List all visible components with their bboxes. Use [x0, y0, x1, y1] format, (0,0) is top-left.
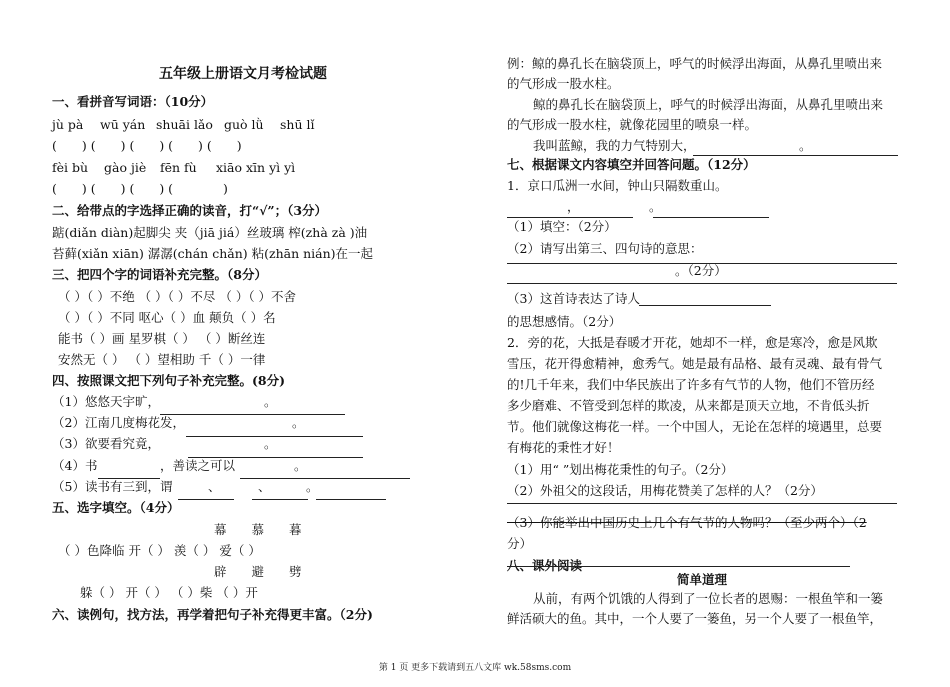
period: 。 [292, 415, 305, 430]
answer-line[interactable] [507, 566, 850, 567]
answer-line[interactable] [316, 499, 386, 500]
section-3-heading: 三、把四个字的词语补充完整。（8分） [52, 267, 267, 282]
page-title: 五年级上册语文月考检试题 [159, 66, 327, 82]
period: 。 [264, 436, 277, 451]
question-7-5: （2）外祖父的这段话，用梅花赞美了怎样的人？（2分） [507, 483, 823, 498]
page-footer: 第 1 页 更多下载请到五八文库 wk.58sms.com [378, 663, 572, 673]
answer-line[interactable] [160, 414, 345, 415]
section-5-row-2: 躲（ ） 开（ ） （ ）柴 （ ）开 [80, 585, 258, 600]
left-column [52, 0, 452, 660]
question-7-3-cont: 的思想感情。（2分） [507, 314, 622, 329]
answer-line[interactable] [178, 499, 234, 500]
pinyin: shū lǐ [280, 117, 315, 132]
section-5-heading: 五、选字填空。（4分） [52, 500, 180, 515]
period: 。 [649, 199, 662, 214]
section-2-line-1: 踮(diǎn diàn)起脚尖 夹（jiā jiá）丝玻璃 榨(zhà zà )油 [52, 225, 368, 240]
answer-line[interactable] [693, 155, 898, 156]
passage-line-5: 节。他们就像这梅花一样。一个中国人，无论在怎样的境遇里，总要 [507, 419, 883, 434]
score-note: 。（2分） [675, 263, 727, 278]
pinyin: jù pà [52, 117, 84, 132]
answer-line[interactable] [507, 283, 897, 284]
question-7-3: （3）这首诗表达了诗人 [507, 291, 640, 306]
question-7-6-cont: 分） [507, 536, 533, 551]
pinyin: wū yán [100, 117, 146, 132]
example-line-5: 我叫蓝鲸，我的力气特别大， [533, 138, 696, 153]
fill-line-1: （1）悠悠天宇旷， [52, 394, 160, 409]
question-7-2: （2）请写出第三、四句诗的意思： [507, 241, 703, 256]
example-line-3: 鲸的鼻孔长在脑袋顶上，呼气的时候浮出海面，从鼻孔里喷出来 [533, 97, 884, 112]
period: 。 [294, 458, 307, 473]
question-7-1: （1）填空：（2分） [507, 219, 617, 234]
story-line-2: 鲜活硕大的鱼。其中，一个人要了一篓鱼，另一个人要了一根鱼竿， [507, 611, 883, 626]
answer-line[interactable] [639, 305, 771, 306]
section-3-line-2: （ ）（ ）不同 呕心（ ）血 颠负（ ）名 [58, 310, 276, 325]
section-2-line-2: 苔藓(xiǎn xiān) 潺潺(chán chǎn) 粘(zhān nián)在一起 [52, 246, 374, 261]
pinyin: fèi bù [52, 160, 89, 175]
right-column [507, 0, 907, 660]
fill-line-3: （3）欲要看究竟， [52, 436, 160, 451]
section-7-heading: 七、根据课文内容填空并回答问题。（12分） [507, 157, 756, 172]
example-line-1: 例：鲸的鼻孔长在脑袋顶上，呼气的时候浮出海面，从鼻孔里喷出来 [507, 56, 883, 71]
period: 。 [306, 479, 319, 494]
section-2-heading: 二、给带点的字选择正确的读音，打“√”；（3分） [52, 203, 328, 218]
period: 。 [799, 138, 812, 153]
section-4-heading: 四、按照课文把下列句子补充完整。(8分) [52, 373, 286, 388]
answer-line[interactable] [507, 217, 633, 218]
separator: 、 [258, 479, 271, 494]
separator: 、 [208, 479, 221, 494]
answer-line[interactable] [507, 503, 897, 504]
char-options-2: 辟 避 劈 [214, 564, 302, 579]
passage-line-4: 多少磨难、不管受到怎样的欺凌，从来都是顶天立地，不肯低头折 [507, 398, 870, 413]
fill-line-4b: ，善读之可以 [160, 458, 236, 473]
answer-brackets-1[interactable]: ( ) ( ) ( ) ( ) ( ) [52, 138, 242, 153]
answer-line[interactable] [252, 499, 308, 500]
example-line-4: 的气形成一股水柱，就像花园里的喷泉一样。 [507, 117, 758, 132]
fill-line-4a: （4）书 [52, 458, 98, 473]
section-3-line-3: 能书（ ）画 星罗棋（ ） （ ）断丝连 [58, 331, 266, 346]
section-3-line-4: 安然无（ ） （ ）望相助 千（ ）一律 [58, 352, 266, 367]
pinyin: fēn fù [160, 160, 197, 175]
section-8-heading: 八、课外阅读 [507, 558, 583, 573]
fill-line-2: （2）江南几度梅花发， [52, 415, 185, 430]
section-6-heading: 六、读例句，找方法，再学着把句子补充得更丰富。（2分) [52, 607, 373, 622]
char-options-1: 幕 慕 暮 [214, 522, 302, 537]
period: 。 [264, 394, 277, 409]
passage-line-2: 雪压，花开得愈精神，愈秀气。她是最有品格、最有灵魂、最有骨气 [507, 356, 883, 371]
pinyin: shuāi lǎo [156, 117, 213, 132]
pinyin: xiāo xīn yì yì [216, 160, 296, 175]
pinyin: gào jiè [104, 160, 147, 175]
passage-line-1: 2．旁的花，大抵是春暖才开花，她却不一样，愈是寒冷，愈是风欺 [507, 335, 878, 350]
section-3-line-1: （ ）（ ）不绝 （ ）（ ）不尽 （ ）（ ）不舍 [58, 289, 297, 304]
example-line-2: 的气形成一股水柱。 [507, 76, 620, 91]
question-7-4: （1）用“ ”划出梅花秉性的句子。（2分） [507, 462, 734, 477]
comma: ， [567, 199, 580, 214]
section-5-row-1: （ ）色降临 开（ ） 羡（ ） 爱（ ） [58, 543, 261, 558]
pinyin: guò lǜ [224, 117, 264, 132]
question-7-6: （3）你能举出中国历史上几个有气节的人物吗？（至少两个）（2 [507, 515, 867, 530]
story-title: 简单道理 [677, 572, 728, 587]
story-line-1: 从前，有两个饥饿的人得到了一位长者的恩赐：一根鱼竿和一篓 [533, 591, 884, 606]
answer-line[interactable] [653, 217, 769, 218]
fill-line-5: （5）读书有三到，谓 [52, 479, 173, 494]
answer-brackets-2[interactable]: ( ) ( ) ( ) ( ) [52, 181, 228, 196]
section-1-heading: 一、看拼音写词语：（10分） [52, 94, 214, 109]
poem-line: 1．京口瓜洲一水间，钟山只隔数重山。 [507, 178, 728, 193]
passage-line-6: 有梅花的秉性才好！ [507, 440, 620, 455]
passage-line-3: 的!几千年来，我们中华民族出了许多有气节的人物，他们不管历经 [507, 377, 875, 392]
